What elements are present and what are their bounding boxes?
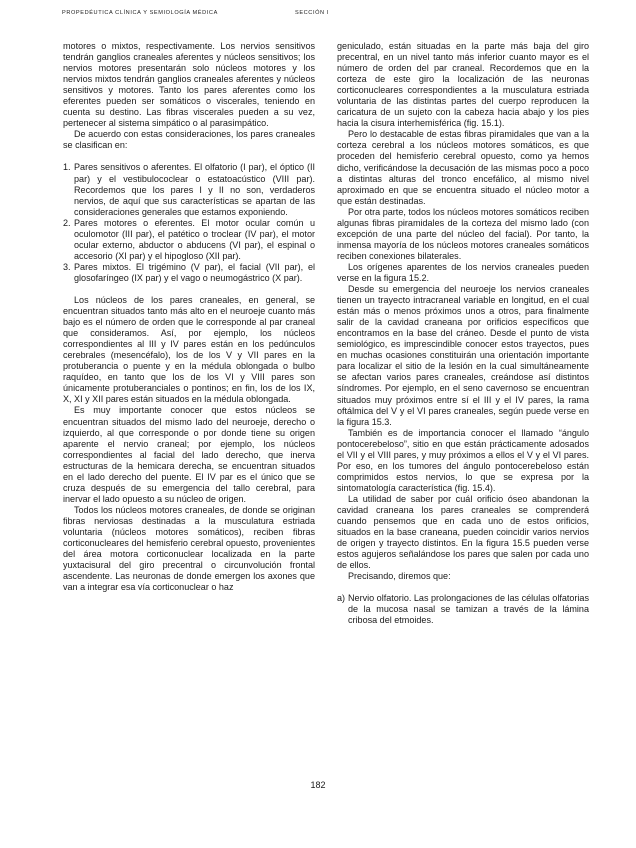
list-item-number: 3. [63, 261, 71, 272]
paragraph: También es de importancia conocer el llamado “ángulo pontocerebeloso”, sitio en que están prácticamente adosados el VII y el VIII pares, y muy próximos a ellos el V y el VI pares. Por eso, en los tumores del ángulo pontocerebeloso están comprimidos estos nervios, lo que se expresa por la sintomatología característica (fig. 15.4). [337, 427, 589, 493]
list-item-text: Nervio olfatorio. Las prolongaciones de las células olfatorias de la mucosa nasal se tamizan a través de la lámina cribosa del etmoides. [348, 593, 589, 626]
list-item-number: 1. [63, 162, 71, 173]
list-item-letter: a) [337, 593, 346, 604]
numbered-list [63, 162, 315, 284]
list-item [337, 593, 589, 626]
paragraph: Precisando, diremos que: [348, 571, 451, 582]
paragraph: Todos los núcleos motores craneales, de donde se originan fibras nerviosas destinadas a la musculatura estriada voluntaria (núcleos motores somáticos), reciben fibras corticonucleares del hemisferio cerebral opuesto, provenientes del área motora corticonuclear localizada en la parte yuxtacisural del giro precentral o circunvolución frontal ascendente. Las neuronas de donde emergen los axones que van a integrar esa vía corticonuclear o haz [63, 504, 315, 593]
list-item-text: Pares motores o eferentes. El motor ocular común u oculomotor (III par), el patético o troclear (IV par), el motor ocular externo, abductor o abducens (VI par), el espinal o accesorio (XI par) y el hipogloso (XII par). [74, 217, 315, 261]
list-item-text: Pares sensitivos o aferentes. El olfatorio (I par), el óptico (II par) y el vestibulococlear o estatoacústico (VIII par). Recordemos que los pares I y II no son, verdaderos nervios, de aquí que sus características se apartan de las consideraciones generales que estamos exponiendo. [74, 162, 315, 217]
paragraph: La utilidad de saber por cuál orificio óseo abandonan la cavidad craneana los pares craneales se comprenderá cuando pensemos que en cada uno de estos orificios, situados en la base craneana, pueden coincidir varios nervios de origen y trayecto distintos. En la figura 15.5 pueden verse estos agujeros señalándose los pares que salen por cada uno de ellos. [337, 493, 589, 571]
list-item-text: Pares mixtos. El trigémino (V par), el facial (VII par), el glosofaríngeo (IX par) y el vago o neumogástrico (X par). [74, 261, 315, 283]
running-header-book-title: PROPEDÉUTICA CLÍNICA Y SEMIOLOGÍA MÉDICA [62, 10, 218, 16]
list-item [63, 218, 315, 262]
list-item [63, 262, 315, 284]
paragraph: De acuerdo con estas consideraciones, los pares craneales se clasifican en: [63, 129, 315, 151]
running-header [62, 10, 596, 20]
paragraph: Pero lo destacable de estas fibras piramidales que van a la corteza cerebral a los núcleos motores somáticos, es que proceden del hemisferio cerebral opuesto, como ya hemos dicho, verificándose la decusación de las mismas poco a poco a distintas alturas del tronco encefálico, al mismo nivel aproximado en que se encuentra situado el núcleo motor a que están destinadas. [337, 129, 589, 206]
paragraph: Los orígenes aparentes de los nervios craneales pueden verse en la figura 15.2. [337, 261, 589, 283]
paragraph: Desde su emergencia del neuroeje los nervios craneales tienen un trayecto intracraneal variable en longitud, en el cual están más o menos próximos unos a otros, para finalmente salir de la cavidad craneana por orificios específicos que encontramos en la base del cráneo. Desde el punto de vista semiológico, es imprescindible conocer estos trayectos, pues en muchas ocasiones constituirán una orientación importante para localizar el sitio de la lesión en la cual simultáneamente se afectan varios pares craneales, creándose así distintos síndromes. Por ejemplo, en el seno cavernoso se encuentran situados muy próximos entre sí el III y el IV pares, la rama oftálmica del V y el VI pares craneales, según puede verse en la figura 15.3. [337, 284, 589, 427]
paragraph: Los núcleos de los pares craneales, en general, se encuentran situados tanto más alto en el neuroeje cuanto más bajo es el número de orden que le corresponde al par craneal que consideramos. Así, por ejemplo, los núcleos correspondientes al III y IV pares están en los pedúnculos cerebrales (mesencéfalo), los de los V y VII pares en la protuberancia o puente y en la médula oblongada o bulbo raquídeo, en tanto que los de los VI y VIII pares son únicamente protuberanciales o pontinos; en fin, los de los IX, X, XI y XII pares están situados en la médula oblongada. [63, 294, 315, 405]
left-column [63, 41, 315, 593]
list-item [63, 162, 315, 217]
lettered-list [337, 593, 589, 626]
right-column [337, 41, 589, 626]
running-header-section: SECCIÓN I [295, 10, 329, 16]
paragraph: geniculado, están situadas en la parte más baja del giro precentral, en un nivel tanto más inferior cuanto mayor es el número de orden del par craneal. Recordemos que en la corteza de este giro la localización de las neuronas corticonucleares correspondientes a la musculatura estriada voluntaria de las distintas partes del cuerpo reproducen la caricatura de un sujeto con la cabeza hacia abajo y los pies hacia la cisura interhemisférica (fig. 15.1). [337, 41, 589, 129]
paragraph: motores o mixtos, respectivamente. Los nervios sensitivos tendrán ganglios craneales aferentes y núcleos sensitivos; los nervios motores presentarán solo núcleos motores y los nervios mixtos tendrán ganglios craneales aferentes y núcleos sensitivos y motores. Tanto los pares aferentes como los eferentes pueden ser somáticos o viscerales, teniendo en cuenta su destino. Las fibras viscerales pueden a su vez, pertenecer al sistema simpático o al parasimpático. [63, 41, 315, 129]
list-item-number: 2. [63, 217, 71, 228]
page-number: 182 [310, 780, 326, 790]
paragraph: Es muy importante conocer que estos núcleos se encuentran situados del mismo lado del neuroeje, derecho o izquierdo, al que corresponde o por donde tiene su origen aparente el nervio craneal; por ejemplo, los núcleos correspondientes al facial del lado derecho, que inerva estructuras de la hemicara derecha, se encuentran situados en el lado derecho del puente. El IV par es el único que se cruza después de su emergencia del tallo cerebral, para inervar el lado opuesto a su núcleo de origen. [63, 405, 315, 504]
paragraph: Por otra parte, todos los núcleos motores somáticos reciben algunas fibras piramidales de la corteza del mismo lado (con excepción de una parte del núcleo del facial). Por tanto, la inmensa mayoría de los núcleos motores craneales somáticos reciben conexiones bilaterales. [337, 206, 589, 261]
